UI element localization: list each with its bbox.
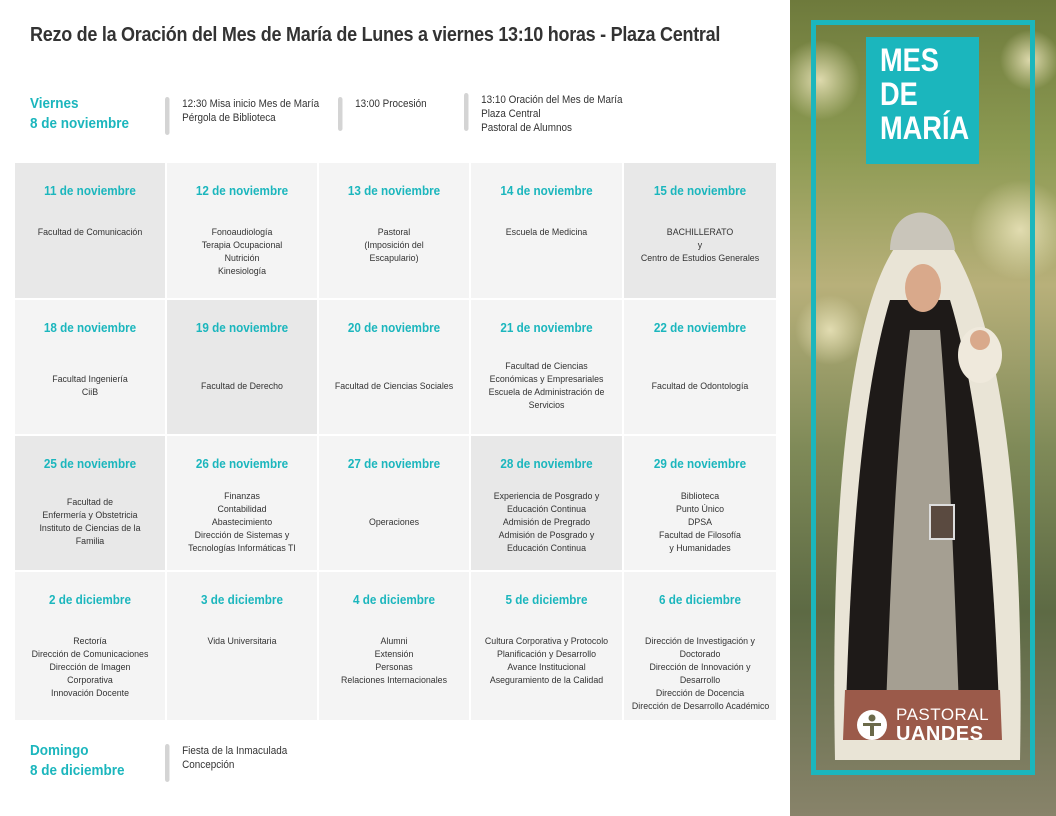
event-line: Fiesta de la Inmaculada [182,745,288,757]
unit-line: Innovación Docente [50,688,130,699]
badge-line: MES [880,42,939,78]
calendar-day-date: 25 de noviembre [43,456,137,471]
calendar-day-date: 20 de noviembre [347,320,441,335]
unit-line: Alumni [380,636,408,647]
unit-line: Enfermería y Obstetricia [42,510,138,521]
unit-line: DPSA [687,516,713,528]
calendar-day-date: 12 de noviembre [195,183,289,198]
unit-line: Desarrollo [679,675,721,686]
calendar-day-date: 3 de diciembre [201,592,283,607]
unit-line: Tecnologías Informáticas TI [188,542,296,554]
calendar-day-cell [319,572,469,720]
calendar-day-cell [319,436,469,570]
unit-line: Centro de Estudios Generales [640,253,760,264]
unit-line: Dirección de Sistemas y [194,529,290,541]
calendar-day-units [321,635,467,712]
friday-event-prayer [464,93,623,135]
calendar-day-units [626,482,774,562]
calendar-day-cell [15,572,165,720]
unit-line: Dirección de Docencia [655,688,745,699]
unit-line: Aseguramiento de la Calidad [489,675,604,686]
unit-line: Relaciones Internacionales [340,675,447,686]
calendar-day-cell [319,163,469,298]
unit-line: Familia [75,536,105,547]
unit-line: Contabilidad [217,503,267,515]
sunday-date: 8 de diciembre [30,762,125,779]
calendar-day-cell [471,163,622,298]
unit-line: y [697,240,703,251]
calendar-day-date: 29 de noviembre [653,456,747,471]
event-line: 13:10 Oración del Mes de María [481,94,623,106]
friday-event-mass [165,97,319,125]
calendar-day-cell [319,300,469,434]
unit-line: Admisión de Pregrado [502,516,591,528]
unit-line: Instituto de Ciencias de la [39,523,141,534]
unit-line: Extensión [374,649,414,660]
unit-line: Escapulario) [369,253,419,264]
unit-line: Abastecimiento [211,516,273,528]
unit-line: Educación Continua [506,503,587,515]
unit-line: Dirección de Investigación y [645,636,755,647]
calendar-day-date: 2 de diciembre [49,592,131,607]
event-line: Plaza Central [481,108,541,120]
sunday-event [165,744,287,772]
calendar-day-units [17,346,163,426]
unit-line: Experiencia de Posgrado y [493,490,600,502]
unit-line: Económicas y Empresariales [489,374,604,385]
unit-line: Dirección de Comunicaciones [31,649,149,660]
calendar-day-units [169,482,315,562]
event-line: 12:30 Misa inicio Mes de María [182,98,320,110]
unit-line: Escuela de Administración de [488,387,605,398]
unit-line: BACHILLERATO [666,227,734,238]
calendar-day-cell [15,163,165,298]
calendar-day-cell [167,572,317,720]
calendar-day-date: 14 de noviembre [500,183,593,198]
unit-line: Personas [375,662,413,673]
calendar-day-date: 15 de noviembre [653,183,747,198]
unit-line: Dirección de Innovación y [649,662,751,673]
calendar-day-date: 21 de noviembre [500,320,593,335]
calendar-day-units [17,635,163,712]
unit-line: Facultad de Ciencias Sociales [334,380,454,392]
unit-line: Finanzas [224,490,260,502]
calendar-day-units [321,346,467,426]
calendar-day-cell [624,572,776,720]
unit-line: Facultad de Comunicación [37,227,143,238]
calendar-day-units [473,346,620,426]
calendar-day-cell [624,300,776,434]
unit-line: Facultad de Filosofía [659,529,741,541]
badge-line: MARÍA [880,110,970,146]
calendar-day-units [473,482,620,562]
friday-day: Viernes [30,95,79,112]
calendar-day-units [473,635,620,712]
calendar-day-units [321,482,467,562]
unit-line: Pastoral [377,227,411,238]
pastoral-uandes-logo-icon [856,709,888,746]
calendar-day-units [169,346,315,426]
unit-line: Facultad de Ciencias [505,361,588,372]
calendar-day-units [626,346,774,426]
unit-line: y Humanidades [669,542,731,554]
sunday-heading [30,741,125,781]
unit-line: Rectoría [73,636,107,647]
logo-line-2: UANDES [896,723,984,745]
calendar-day-date: 26 de noviembre [195,456,289,471]
page-title: Rezo de la Oración del Mes de María de Lunes a viernes 13:10 horas - Plaza Central [30,24,721,46]
event-line: 13:00 Procesión [355,98,427,110]
unit-line: Dirección de Desarrollo Académico [631,701,770,712]
unit-line: Punto Único [675,503,725,515]
calendar-day-units [473,226,620,290]
friday-heading [30,94,129,134]
logo-line-1: PASTORAL [896,705,990,724]
unit-line: Biblioteca [680,490,720,502]
calendar-day-date: 19 de noviembre [195,320,289,335]
unit-line: Operaciones [368,516,420,528]
badge-line: DE [880,76,918,112]
unit-line: Cultura Corporativa y Protocolo [484,636,609,647]
friday-event-procession [338,97,427,111]
calendar-day-units [17,482,163,562]
unit-line: Kinesiología [217,266,267,277]
calendar-day-date: 4 de diciembre [353,592,435,607]
unit-line: Dirección de Imagen [49,662,131,673]
friday-date: 8 de noviembre [30,115,130,132]
calendar-day-cell [167,436,317,570]
calendar-day-date: 28 de noviembre [500,456,593,471]
calendar-day-date: 11 de noviembre [44,183,136,198]
unit-line: Vida Universitaria [207,636,277,647]
unit-line: Facultad de [66,497,114,508]
calendar-day-date: 6 de diciembre [659,592,741,607]
calendar-day-date: 18 de noviembre [43,320,137,335]
calendar-day-cell [624,436,776,570]
calendar-day-cell [624,163,776,298]
unit-line: Avance Institucional [507,662,586,673]
unit-line: Admisión de Posgrado y [498,529,595,541]
calendar-day-units [626,635,774,712]
calendar-day-cell [15,436,165,570]
calendar-day-date: 5 de diciembre [505,592,588,607]
calendar-day-cell [471,572,622,720]
calendar-day-date: 13 de noviembre [347,183,441,198]
calendar-day-units [626,226,774,290]
unit-line: Facultad de Derecho [201,380,283,392]
calendar-day-units [17,226,163,290]
calendar-day-cell [471,300,622,434]
calendar-day-units [321,226,467,290]
unit-line: Servicios [528,400,565,411]
sunday-day: Domingo [30,742,89,759]
unit-line: Escuela de Medicina [505,227,588,238]
unit-line: Facultad de Odontología [651,380,749,392]
calendar-day-cell [15,300,165,434]
unit-line: CiiB [81,387,99,398]
unit-line: (Imposición del [364,240,424,251]
unit-line: Educación Continua [506,542,587,554]
unit-line: Nutrición [224,253,260,264]
unit-line: Planificación y Desarrollo [496,649,597,660]
event-line: Concepción [182,759,235,771]
mes-de-maria-badge [866,37,979,164]
calendar-day-units [169,226,315,290]
calendar-day-date: 27 de noviembre [347,456,441,471]
unit-line: Fonoaudiología [211,227,273,238]
calendar-grid [15,163,773,716]
unit-line: Facultad Ingeniería [52,374,128,385]
calendar-day-date: 22 de noviembre [653,320,747,335]
event-line: Pastoral de Alumnos [481,122,572,134]
event-line: Pérgola de Biblioteca [182,112,276,124]
calendar-day-units [169,635,315,712]
unit-line: Doctorado [679,649,721,660]
calendar-day-cell [167,163,317,298]
unit-line: Terapia Ocupacional [201,240,283,251]
calendar-day-cell [167,300,317,434]
calendar-day-cell [471,436,622,570]
unit-line: Corporativa [67,675,113,686]
